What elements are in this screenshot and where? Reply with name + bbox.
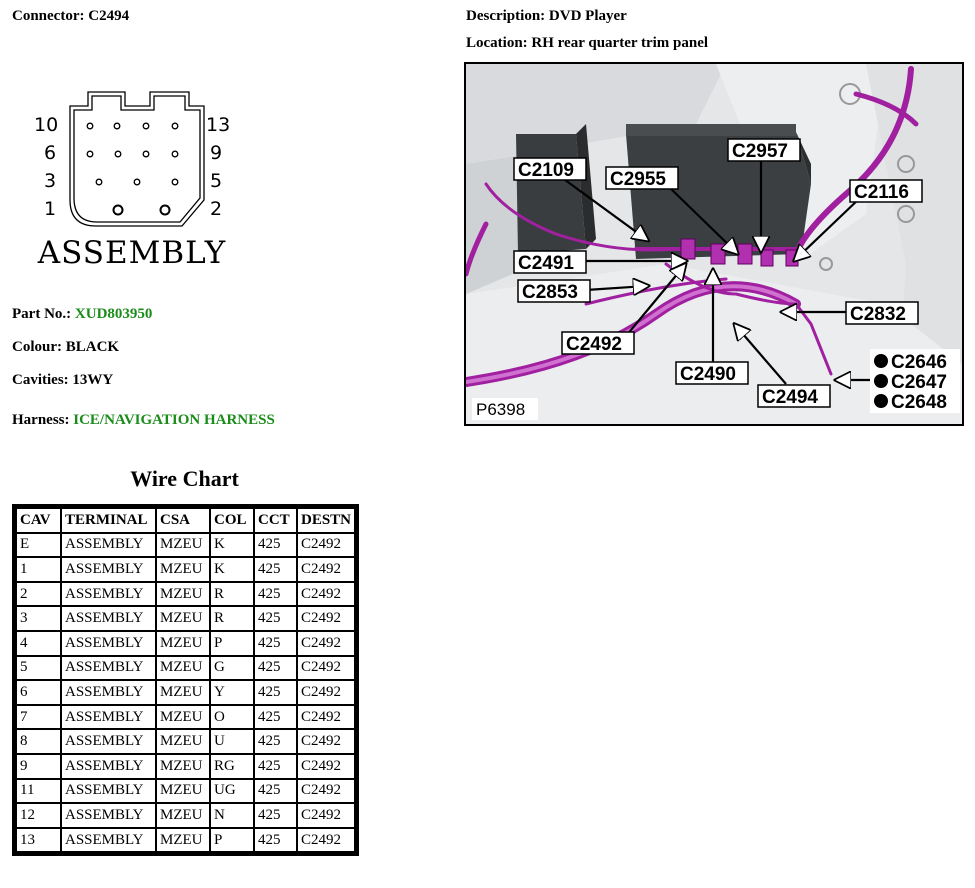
callout-c2646: C2646	[891, 352, 947, 373]
wire-chart-body	[17, 534, 354, 852]
table-row	[17, 558, 354, 581]
cell-cct: 425	[255, 583, 296, 606]
cell-csa: MZEU	[157, 632, 209, 655]
cell-col: R	[211, 607, 253, 630]
pin-label-9: 9	[210, 142, 223, 164]
cavities-key: Cavities:	[12, 372, 69, 388]
cell-terminal: ASSEMBLY	[62, 681, 155, 704]
callout-c2491: C2491	[518, 253, 574, 274]
pin-1	[114, 206, 123, 215]
cell-cav: 9	[17, 755, 60, 778]
cavities-value: 13WY	[72, 372, 114, 388]
cell-col: UG	[211, 780, 253, 803]
description-label	[466, 8, 627, 25]
description-key: Description:	[466, 8, 546, 24]
pin-10	[87, 123, 93, 129]
cell-cct: 425	[255, 804, 296, 827]
cell-col: K	[211, 558, 253, 581]
cell-destn: C2492	[298, 657, 354, 680]
cell-csa: MZEU	[157, 657, 209, 680]
cell-cct: 425	[255, 558, 296, 581]
cell-col: G	[211, 657, 253, 680]
cell-csa: MZEU	[157, 534, 209, 557]
table-row	[17, 706, 354, 729]
cell-csa: MZEU	[157, 730, 209, 753]
wire-chart-table	[12, 504, 359, 856]
cell-terminal: ASSEMBLY	[62, 804, 155, 827]
pin-label-5: 5	[210, 170, 223, 192]
table-row	[17, 829, 354, 852]
harness-value: ICE/NAVIGATION HARNESS	[73, 412, 275, 428]
header-col: COL	[211, 509, 253, 532]
callout-c2492: C2492	[566, 334, 622, 355]
cell-csa: MZEU	[157, 681, 209, 704]
connector-outline-inner	[74, 96, 200, 222]
harness-key: Harness:	[12, 412, 70, 428]
cell-destn: C2492	[298, 804, 354, 827]
cell-csa: MZEU	[157, 755, 209, 778]
pin-label-6: 6	[44, 142, 57, 164]
table-row	[17, 583, 354, 606]
table-row	[17, 681, 354, 704]
cell-cct: 425	[255, 534, 296, 557]
callout-c2853: C2853	[522, 282, 578, 303]
cell-terminal: ASSEMBLY	[62, 730, 155, 753]
callout-c2116: C2116	[854, 182, 909, 203]
pin-5	[172, 179, 178, 185]
cell-terminal: ASSEMBLY	[62, 607, 155, 630]
cell-cct: 425	[255, 755, 296, 778]
cell-cct: 425	[255, 706, 296, 729]
harness	[12, 412, 275, 429]
connector-label	[12, 8, 129, 25]
callout-c2832: C2832	[850, 304, 906, 325]
table-row	[17, 730, 354, 753]
cell-destn: C2492	[298, 681, 354, 704]
location-photo-illustration	[466, 64, 962, 424]
table-row	[17, 607, 354, 630]
wire-chart-header-row	[17, 509, 354, 532]
cell-cav: 4	[17, 632, 60, 655]
cell-cav: 5	[17, 657, 60, 680]
cell-terminal: ASSEMBLY	[62, 755, 155, 778]
cell-destn: C2492	[298, 632, 354, 655]
cell-terminal: ASSEMBLY	[62, 534, 155, 557]
header-cav: CAV	[17, 509, 60, 532]
cell-cav: E	[17, 534, 60, 557]
cell-destn: C2492	[298, 780, 354, 803]
cell-destn: C2492	[298, 730, 354, 753]
cell-col: R	[211, 583, 253, 606]
cell-terminal: ASSEMBLY	[62, 780, 155, 803]
pin-9	[172, 151, 178, 157]
table-row	[17, 534, 354, 557]
table-row	[17, 755, 354, 778]
callout-c2648: C2648	[891, 392, 947, 413]
callout-c2490: C2490	[680, 364, 736, 385]
colour	[12, 339, 119, 356]
cell-cav: 11	[17, 780, 60, 803]
cell-destn: C2492	[298, 607, 354, 630]
cell-cav: 13	[17, 829, 60, 852]
cell-csa: MZEU	[157, 607, 209, 630]
cell-cav: 2	[17, 583, 60, 606]
connector-face-diagram	[30, 88, 245, 273]
location-label	[466, 35, 708, 52]
photo-reference: P6398	[476, 400, 526, 419]
pin-label-3: 3	[44, 170, 57, 192]
pin-label-10: 10	[34, 114, 59, 136]
cell-csa: MZEU	[157, 780, 209, 803]
cell-csa: MZEU	[157, 829, 209, 852]
callout-c2957: C2957	[732, 141, 788, 162]
callout-c2109: C2109	[518, 160, 574, 181]
header-destn: DESTN	[298, 509, 354, 532]
part-number-key: Part No.:	[12, 306, 72, 322]
cell-cav: 8	[17, 730, 60, 753]
callout-c2494: C2494	[762, 387, 818, 408]
connector-label-value: C2494	[88, 8, 130, 24]
location-photo	[464, 62, 964, 426]
cell-cct: 425	[255, 681, 296, 704]
cell-cct: 425	[255, 829, 296, 852]
pin-2	[161, 206, 170, 215]
pin-label-13: 13	[206, 114, 231, 136]
connector-outline-outer	[70, 92, 204, 226]
cell-cav: 3	[17, 607, 60, 630]
callout-c2647: C2647	[891, 372, 947, 393]
cell-cct: 425	[255, 780, 296, 803]
rear-module	[516, 134, 586, 254]
cell-col: P	[211, 632, 253, 655]
location-key: Location:	[466, 35, 528, 51]
table-row	[17, 780, 354, 803]
cell-csa: MZEU	[157, 558, 209, 581]
cell-col: P	[211, 829, 253, 852]
cell-terminal: ASSEMBLY	[62, 632, 155, 655]
cell-terminal: ASSEMBLY	[62, 558, 155, 581]
cell-cct: 425	[255, 607, 296, 630]
table-row	[17, 657, 354, 680]
cell-cct: 425	[255, 632, 296, 655]
cell-destn: C2492	[298, 829, 354, 852]
pin-13	[172, 123, 178, 129]
connector-label-key: Connector:	[12, 8, 85, 24]
wire-chart-title: Wire Chart	[130, 466, 239, 491]
cell-terminal: ASSEMBLY	[62, 583, 155, 606]
cell-terminal: ASSEMBLY	[62, 706, 155, 729]
cell-csa: MZEU	[157, 804, 209, 827]
cell-cct: 425	[255, 657, 296, 680]
pin-label-1: 1	[44, 198, 57, 220]
colour-key: Colour:	[12, 339, 62, 355]
header-terminal: TERMINAL	[62, 509, 155, 532]
cell-cav: 6	[17, 681, 60, 704]
cell-terminal: ASSEMBLY	[62, 657, 155, 680]
cell-csa: MZEU	[157, 583, 209, 606]
cell-terminal: ASSEMBLY	[62, 829, 155, 852]
colour-value: BLACK	[65, 339, 120, 355]
cell-cav: 1	[17, 558, 60, 581]
pin-label-2: 2	[210, 198, 223, 220]
cell-destn: C2492	[298, 755, 354, 778]
table-row	[17, 632, 354, 655]
description-value: DVD Player	[548, 8, 627, 24]
cell-destn: C2492	[298, 558, 354, 581]
pin-6	[87, 151, 93, 157]
cell-cav: 12	[17, 804, 60, 827]
header-csa: CSA	[157, 509, 209, 532]
cell-col: U	[211, 730, 253, 753]
table-row	[17, 804, 354, 827]
pin-3	[96, 179, 102, 185]
location-value: RH rear quarter trim panel	[531, 35, 709, 51]
cell-col: O	[211, 706, 253, 729]
cell-col: K	[211, 534, 253, 557]
cell-csa: MZEU	[157, 706, 209, 729]
cell-destn: C2492	[298, 534, 354, 557]
header-cct: CCT	[255, 509, 296, 532]
cell-cct: 425	[255, 730, 296, 753]
connector-pins	[87, 123, 178, 214]
part-number-value: XUD803950	[74, 306, 153, 322]
part-number	[12, 306, 152, 323]
callout-c2955: C2955	[610, 169, 666, 190]
cell-col: Y	[211, 681, 253, 704]
cell-destn: C2492	[298, 583, 354, 606]
cell-col: N	[211, 804, 253, 827]
cell-col: RG	[211, 755, 253, 778]
cell-destn: C2492	[298, 706, 354, 729]
cell-cav: 7	[17, 706, 60, 729]
cavities	[12, 372, 113, 389]
diagram-caption: ASSEMBLY	[37, 235, 227, 271]
